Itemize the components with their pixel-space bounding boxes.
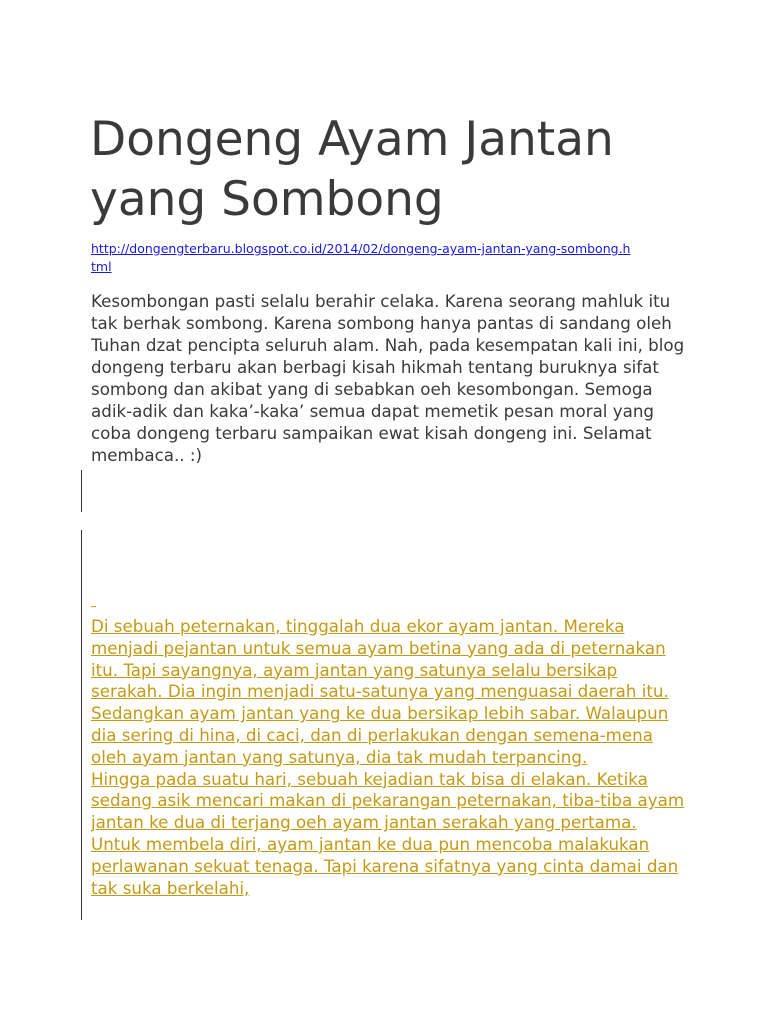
tracked-change-mark: _ xyxy=(91,597,96,608)
story-paragraph-1: Di sebuah peternakan, tinggalah dua ekor ayam jantan. Mereka menjadi pejantan untuk semua ayam betina yang ada di peternakan itu. Tapi sayangnya, ayam jantan yang satunya selalu bersikap serakah. Dia ingin menjadi satu-satunya yang menguasai daerah itu. Sedangkan ayam jantan yang ke dua bersikap lebih sabar. Walaupun dia sering di hina, di caci, dan di perlakukan dengan semena-mena oleh ayam jantan yang satunya, dia tak mudah terpancing. xyxy=(91,616,669,767)
story-paragraph-2: Hingga pada suatu hari, sebuah kejadian tak bisa di elakan. Ketika sedang asik mencari makan di pekarangan peternakan, tiba-tiba ayam jantan ke dua di terjang oeh ayam jantan serakah yang pertama. Untuk membela diri, ayam jantan ke dua pun mencoba malakukan perlawanan sekuat tenaga. Tapi karena sifatnya yang cinta damai dan tak suka berkelahi, xyxy=(91,768,685,898)
change-bar xyxy=(81,530,82,920)
source-link[interactable]: http://dongengterbaru.blogspot.co.id/2014/02/dongeng-ayam-jantan-yang-sombong.html xyxy=(91,241,631,274)
change-bar xyxy=(81,470,82,512)
document-title: Dongeng Ayam Jantan yang Sombong xyxy=(90,112,614,227)
intro-paragraph: Kesombongan pasti selalu berahir celaka. Karena seorang mahluk itu tak berhak sombong. Karena sombong hanya pantas di sandang oleh Tuhan dzat pencipta seluruh alam. Nah, pada kesempatan kali ini, blog dongeng terbaru akan berbagi kisah hikmah tentang buruknya sifat sombong dan akibat yang di sebabkan oeh kesombongan. Semoga adik-adik dan kaka’-kaka’ semua dapat memetik pesan moral yang coba dongeng terbaru sampaikan ewat kisah dongeng ini. Selamat membaca.. :) xyxy=(91,291,685,465)
story-text xyxy=(91,616,691,899)
